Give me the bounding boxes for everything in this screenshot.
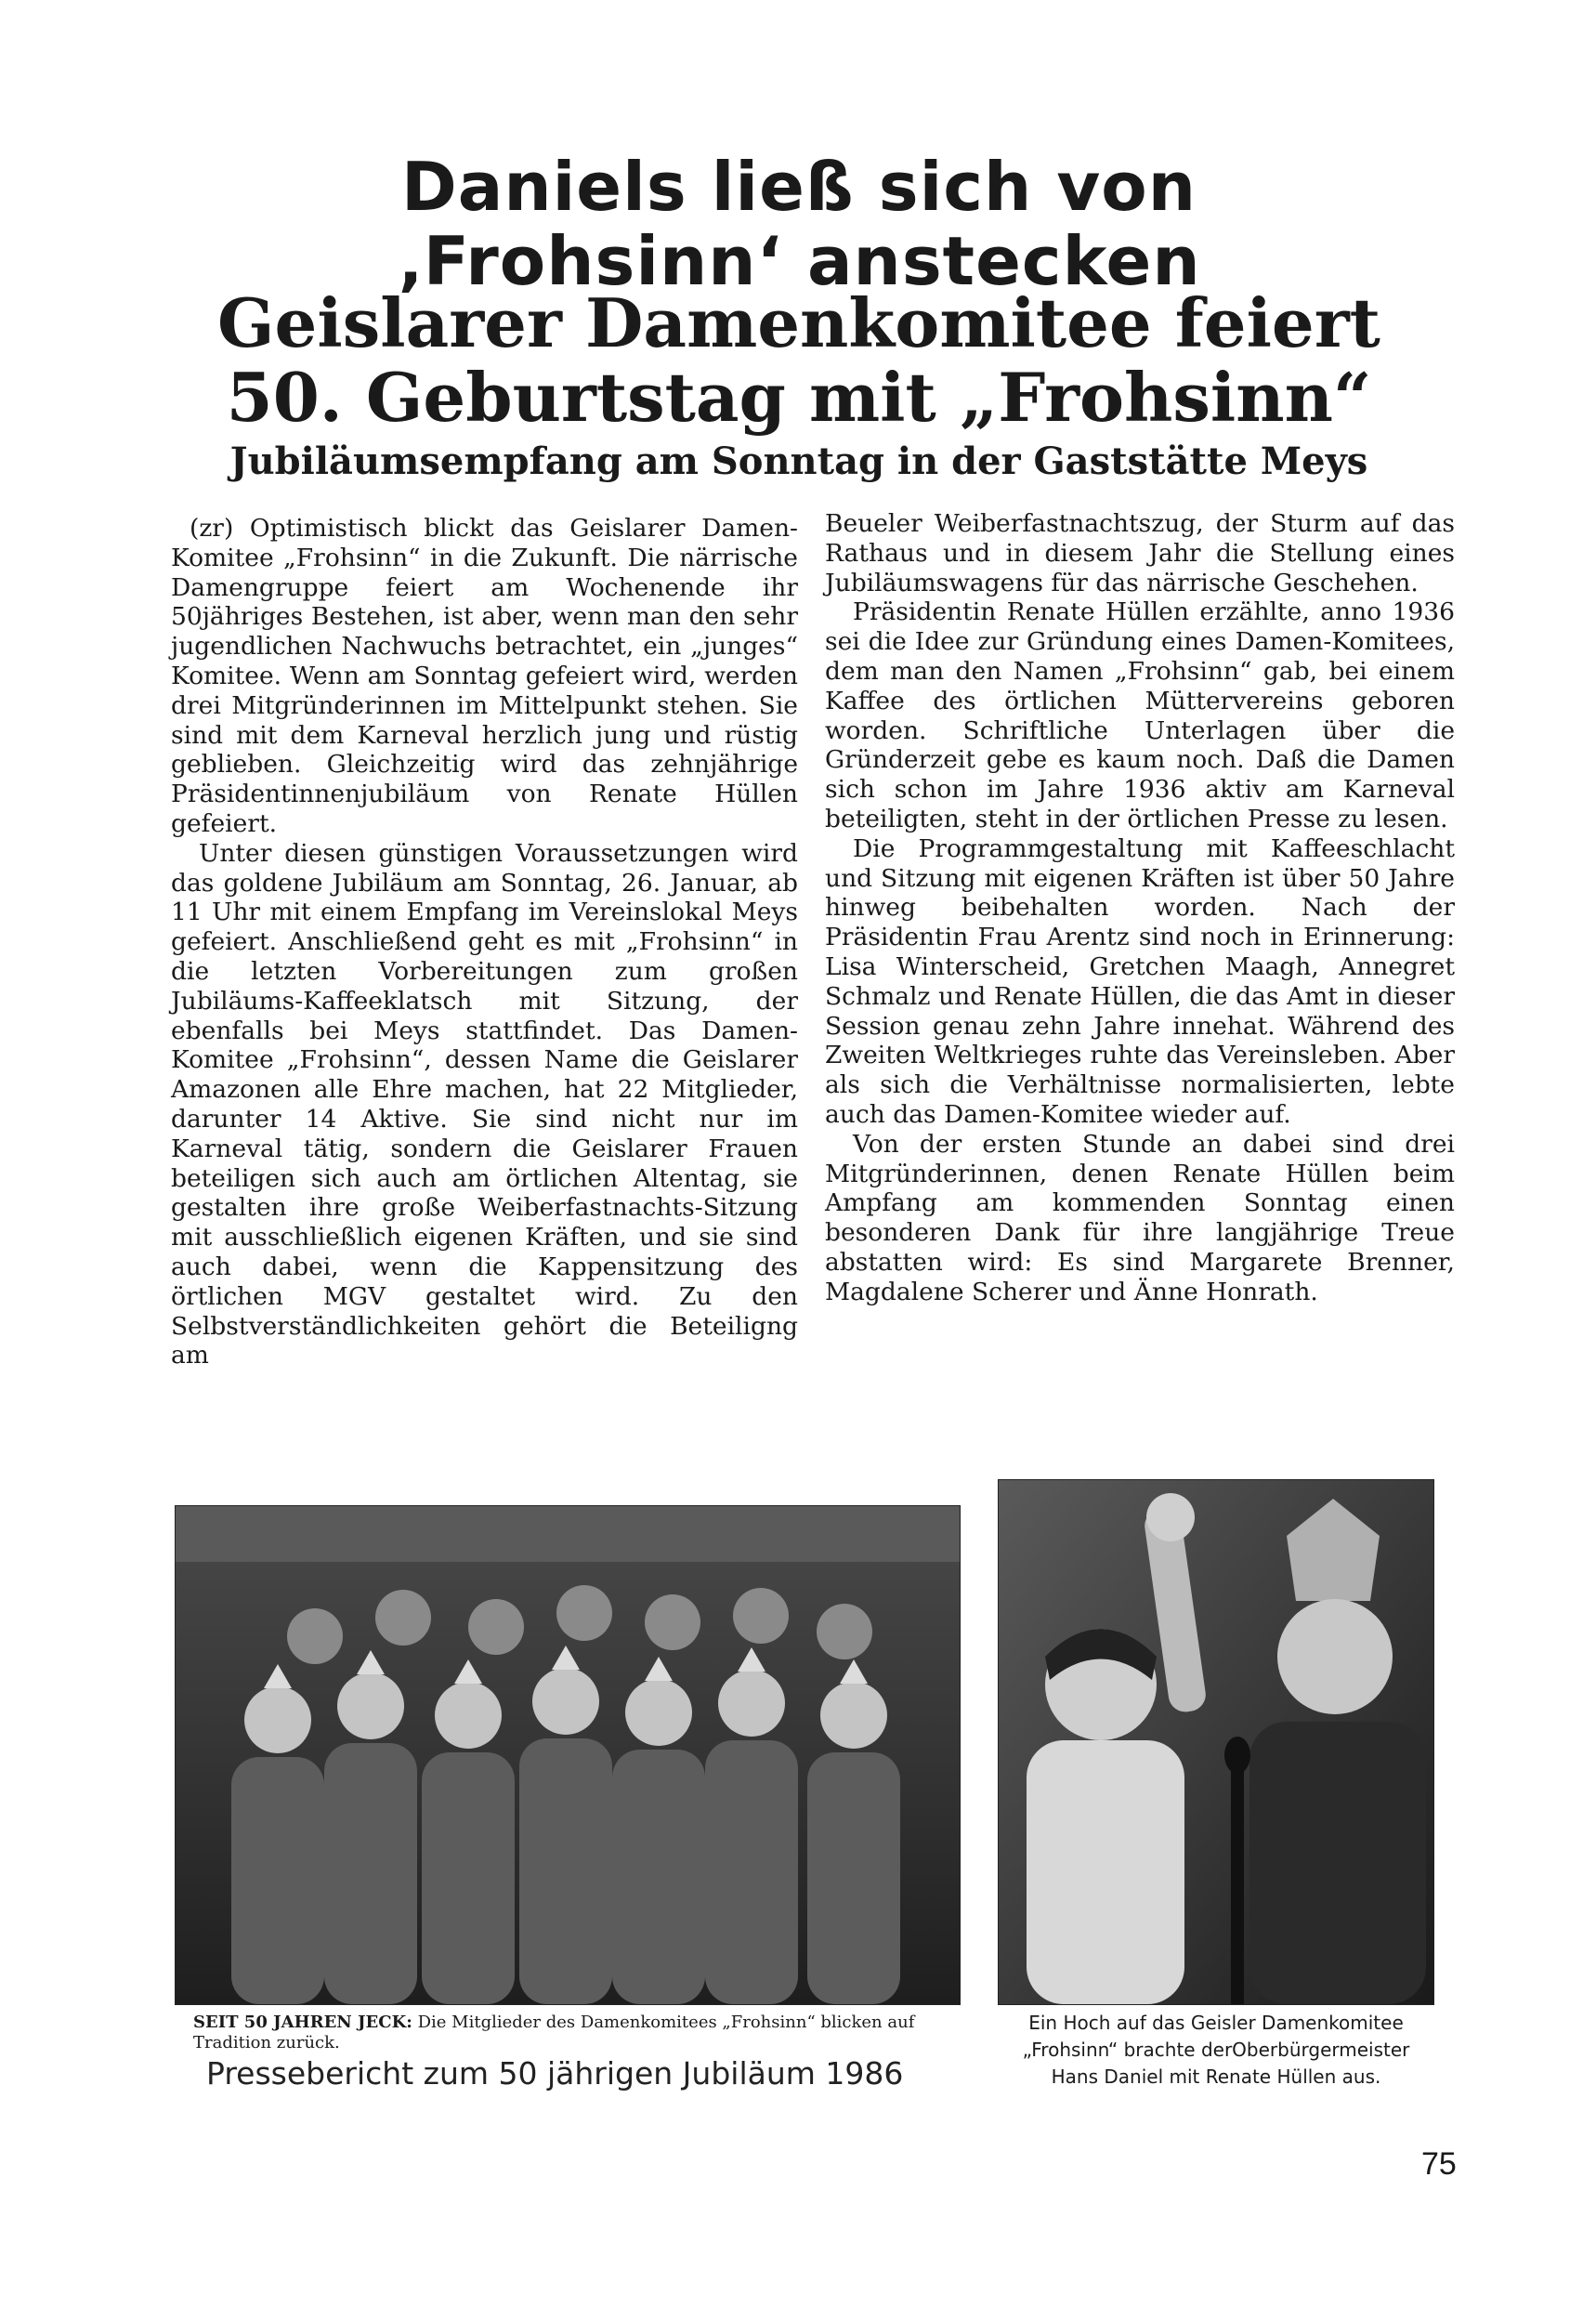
group-photo-image xyxy=(176,1506,960,2004)
article-paragraph: Präsidentin Renate Hüllen erzählte, anno 1936 sei die Idee zur Gründung eines Damen-Komitees, dem man den Namen „Frohsinn“ gab, bei einem Kaffee des örtlichen Müttervereins geboren worden. Schriftliche Unterlagen über die Gründerzeit gebe es kaum noch. Daß die Damen sich schon im Jahre 1936 aktiv am Karneval beteiligten, steht in der örtlichen Presse zu lesen. xyxy=(825,597,1455,833)
headline-line-1: Daniels ließ sich von xyxy=(401,148,1197,226)
press-report-note: Pressebericht zum 50 jährigen Jubiläum 1986 xyxy=(206,2055,904,2092)
headline-line-2: ‚Frohsinn‘ anstecken xyxy=(397,222,1201,300)
headline-line-3: Geislarer Damenkomitee feiert xyxy=(217,283,1380,362)
article-paragraph: Beueler Weiberfastnachtszug, der Sturm auf das Rathaus und in diesem Jahr die Stellung eines Jubiläumswagens für das närrische Geschehen. xyxy=(825,509,1455,597)
photo-caption-right xyxy=(988,2010,1444,2091)
caption-heading: SEIT 50 JAHREN JECK: xyxy=(193,2013,412,2032)
photo-caption-left xyxy=(193,2013,983,2053)
caption-line: Hans Daniel mit Renate Hüllen aus. xyxy=(1051,2065,1381,2088)
mayor-photo xyxy=(998,1479,1434,2005)
caption-line: Ein Hoch auf das Geisler Damenkomitee xyxy=(1028,2012,1404,2034)
article-paragraph: Von der ersten Stunde an dabei sind drei Mitgründerinnen, denen Renate Hüllen beim Ampfang am kommenden Sonntag einen besonderen Dank für ihre langjährige Treue abstatten wird: Es sind Margarete Brenner, Magdalene Scherer und Änne Honrath. xyxy=(825,1129,1455,1306)
article-paragraph: Die Programmgestaltung mit Kaffeeschlacht und Sitzung mit eigenen Kräften ist über 50 Jahre hinweg beibehalten worden. Nach der Präsidentin Frau Arentz sind noch in Erinnerung: Lisa Winterscheid, Gretchen Maagh, Annegret Schmalz und Renate Hüllen, die das Amt in dieser Session genau zehn Jahre innehat. Während des Zweiten Weltkrieges ruhte das Vereinsleben. Aber als sich die Verhältnisse normalisierten, lebte auch das Damen-Komitee wieder auf. xyxy=(825,833,1455,1129)
page-number: 75 xyxy=(1421,2146,1457,2182)
article-paragraph: (zr) Optimistisch blickt das Geislarer Damen-Komitee „Frohsinn“ in die Zukunft. Die närrische Damengruppe feiert am Wochenende ihr 50jähriges Bestehen, ist aber, wenn man den sehr jugendlichen Nachwuchs betrachtet, ein „junges“ Komitee. Wenn am Sonntag gefeiert wird, werden drei Mitgründerinnen im Mittelpunkt stehen. Sie sind mit dem Karneval herzlich jung und rüstig geblieben. Gleichzeitig wird das zehnjährige Präsidentinnenjubiläum von Renate Hüllen gefeiert. xyxy=(171,514,798,838)
article-paragraph: Unter diesen günstigen Voraussetzungen wird das goldene Jubiläum am Sonntag, 26. Januar, ab 11 Uhr mit einem Empfang im Vereinslokal Meys gefeiert. Anschließend geht es mit „Frohsinn“ in die letzten Vorbereitungen zum großen Jubiläums-Kaffeeklatsch mit Sitzung, der ebenfalls bei Meys stattfindet. Das Damen-Komitee „Frohsinn“, dessen Name die Geislarer Amazonen alle Ehre machen, hat 22 Mitglieder, darunter 14 Aktive. Sie sind nicht nur im Karneval tätig, sondern die Geislarer Frauen beteiligen sich auch am örtlichen Altentag, sie gestalten ihre große Weiberfastnachts-Sitzung mit ausschließlich eigenen Kräften, und sie sind auch dabei, wenn die Kappensitzung des örtlichen MGV gestaltet wird. Zu den Selbstverständlichkeiten gehört die Beteiligng am xyxy=(171,838,798,1370)
article-column-right xyxy=(825,509,1455,1307)
group-photo xyxy=(175,1505,961,2005)
article-subtitle: Jubiläumsempfang am Sonntag in der Gaststätte Meys xyxy=(229,439,1368,483)
article-column-left xyxy=(171,514,798,1370)
headline-line-4: 50. Geburtstag mit „Frohsinn“ xyxy=(226,358,1372,437)
mayor-photo-image xyxy=(999,1480,1433,2004)
caption-line: „Frohsinn“ brachte derOberbürgermeister xyxy=(1022,2039,1410,2061)
caption-text: Die Mitglieder des Damenkomitees „Frohsinn“ blicken auf Tradition zurück. xyxy=(193,2013,915,2052)
